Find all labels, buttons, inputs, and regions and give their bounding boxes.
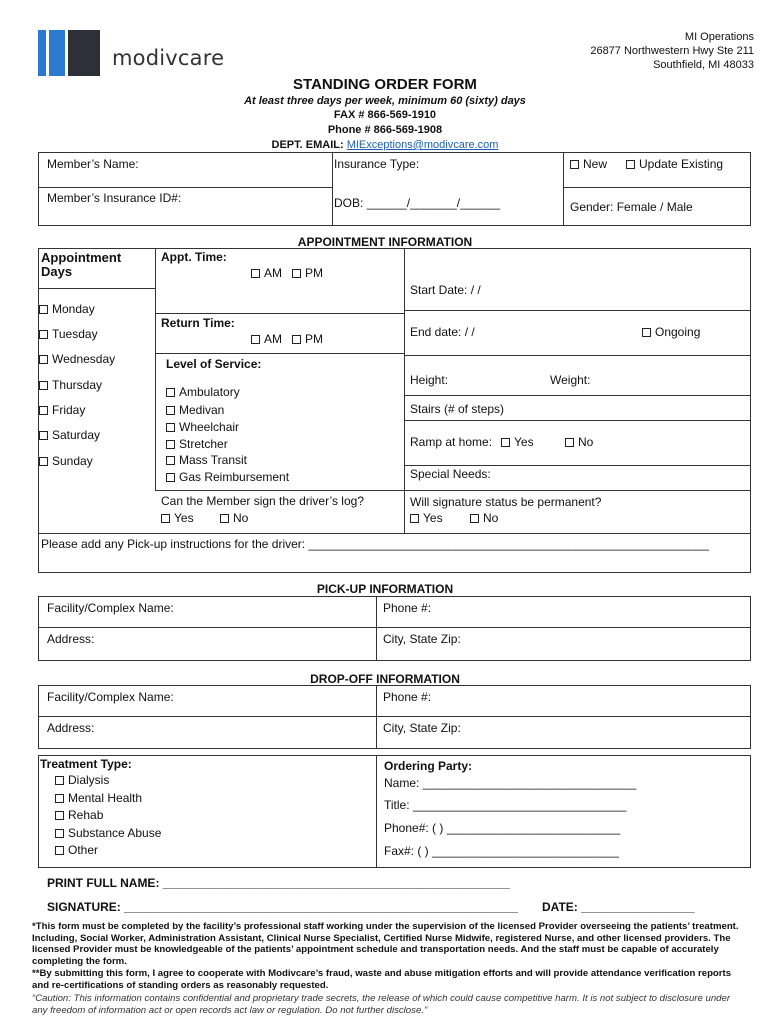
am-label: AM [264, 332, 282, 346]
no-label: No [483, 511, 499, 525]
checkbox[interactable] [166, 388, 175, 397]
checkbox[interactable] [470, 514, 479, 523]
new-label: New [583, 157, 608, 171]
stairs-label: Stairs (# of steps) [410, 402, 505, 416]
appointment-days-label: Appointment Days [41, 250, 122, 279]
yes-label: Yes [423, 511, 443, 525]
staff-completion-note: *This form must be completed by the facility’s professional staff working under the supervision of the licensed Provider overseeing the patients’ treatment. Including, Social Worker, Administration Assistant, Clinical Nurse Specialist, Certified Nurse Midwife, registered Nurse, and other licensed providers. The licensed Provider must be knowledgeable of the patients’ appointment schedule and transportation needs. And the staff must be capable of accurately completing the form. [32, 921, 739, 967]
treatment-rehab[interactable] [55, 808, 103, 822]
sign-log-question: Can the Member sign the driver’s log? [161, 494, 364, 508]
appointment-box [38, 248, 751, 573]
day-label: Sunday [52, 454, 93, 468]
service-label: Medivan [179, 403, 225, 417]
member-name-label: Member’s Name: [47, 157, 139, 171]
checkbox[interactable] [39, 330, 48, 339]
pickup-city-label: City, State Zip: [383, 632, 461, 646]
start-date-field[interactable]: Start Date: / / [410, 283, 481, 297]
service-label: Gas Reimbursement [179, 470, 290, 484]
day-label: Thursday [52, 378, 103, 392]
ordering-fax-field[interactable]: Fax#: ( ) ____________________________ [384, 844, 619, 858]
update-existing-option[interactable] [626, 157, 723, 171]
sig-permanent-no-option[interactable] [470, 511, 498, 525]
checkbox[interactable] [501, 438, 510, 447]
return-time-label: Return Time: [161, 316, 235, 330]
logo-text: modivcare [112, 46, 225, 70]
service-label: Stretcher [179, 437, 228, 451]
day-label: Saturday [52, 428, 101, 442]
address-line: 26877 Northwestern Hwy Ste 211 [590, 45, 754, 57]
checkbox[interactable] [39, 355, 48, 364]
yes-label: Yes [514, 435, 534, 449]
service-gas-reimbursement[interactable] [166, 470, 289, 484]
service-medivan[interactable] [166, 403, 224, 417]
checkbox[interactable] [292, 335, 301, 344]
checkbox[interactable] [161, 514, 170, 523]
end-date-field[interactable]: End date: / / [410, 325, 475, 339]
day-saturday[interactable] [39, 428, 100, 442]
return-pm-option[interactable] [292, 332, 323, 346]
pickup-phone-label: Phone #: [383, 601, 432, 615]
ordering-title-field[interactable]: Title: ________________________________ [384, 798, 627, 812]
checkbox[interactable] [39, 431, 48, 440]
dob-label: DOB: [334, 196, 364, 210]
no-label: No [578, 435, 594, 449]
confidentiality-caution: “Caution: This information contains confidential and proprietary trade secrets, the release of which could cause competitive harm. It is not subject to disclosure under any freedom of information act or open records act law or regulation. Do not further disclose.” [32, 993, 731, 1016]
level-of-service-label: Level of Service: [166, 357, 262, 371]
checkbox[interactable] [55, 811, 64, 820]
day-label: Friday [52, 403, 86, 417]
special-needs-label: Special Needs: [410, 467, 491, 481]
form-subtitle: At least three days per week, minimum 60 (sixty) days [244, 95, 526, 107]
dropoff-heading: DROP-OFF INFORMATION [310, 672, 460, 686]
print-name-field[interactable]: PRINT FULL NAME: ____________________________________________________ [47, 876, 510, 890]
dob-blank: ______/_______/______ [366, 196, 501, 210]
insurance-type-label: Insurance Type: [334, 157, 420, 171]
sig-permanent-question: Will signature status be permanent? [410, 495, 602, 509]
day-sunday[interactable] [39, 454, 93, 468]
dropoff-phone-label: Phone #: [383, 690, 432, 704]
checkbox[interactable] [642, 328, 651, 337]
checkbox[interactable] [251, 269, 260, 278]
checkbox[interactable] [166, 423, 175, 432]
pickup-heading: PICK-UP INFORMATION [316, 582, 454, 596]
office-address [590, 30, 754, 72]
appt-time-label: Appt. Time: [161, 250, 227, 264]
checkbox[interactable] [220, 514, 229, 523]
signature-field[interactable]: SIGNATURE: ___________________________________________________________ [47, 900, 518, 914]
height-label: Height: [410, 373, 449, 387]
checkbox[interactable] [39, 457, 48, 466]
modivcare-logo-mark [38, 30, 100, 76]
checkbox[interactable] [292, 269, 301, 278]
checkbox[interactable] [565, 438, 574, 447]
service-wheelchair[interactable] [166, 420, 239, 434]
treatment-substance-abuse[interactable] [55, 826, 161, 840]
treatment-label: Substance Abuse [68, 826, 162, 840]
day-monday[interactable] [39, 302, 95, 316]
dropoff-city-label: City, State Zip: [383, 721, 461, 735]
ramp-label: Ramp at home: [410, 435, 493, 449]
dropoff-address-label: Address: [47, 721, 95, 735]
service-stretcher[interactable] [166, 437, 228, 451]
update-label: Update Existing [639, 157, 724, 171]
checkbox[interactable] [166, 406, 175, 415]
address-line: Southfield, MI 48033 [653, 59, 754, 71]
pickup-address-label: Address: [47, 632, 95, 646]
ordering-phone-field[interactable]: Phone#: ( ) __________________________ [384, 821, 621, 835]
day-thursday[interactable] [39, 378, 102, 392]
appt-am-option[interactable] [251, 266, 282, 280]
gender-label: Gender: Female / Male [570, 200, 693, 214]
ordering-name-field[interactable]: Name: ________________________________ [384, 776, 637, 790]
ramp-no-option[interactable] [565, 435, 593, 449]
checkbox[interactable] [39, 406, 48, 415]
checkbox[interactable] [55, 794, 64, 803]
checkbox[interactable] [166, 473, 175, 482]
day-label: Monday [52, 302, 95, 316]
service-label: Mass Transit [179, 453, 248, 467]
treatment-label: Other [68, 843, 99, 857]
service-ambulatory[interactable] [166, 385, 240, 399]
dept-email-link[interactable]: MIExceptions@modivcare.com [346, 139, 499, 151]
checkbox[interactable] [55, 776, 64, 785]
day-tuesday[interactable] [39, 327, 98, 341]
pm-label: PM [305, 266, 323, 280]
checkbox[interactable] [166, 440, 175, 449]
pickup-instructions-field[interactable]: Please add any Pick-up instructions for the driver: ____________________________________________________________ [41, 537, 709, 551]
checkbox[interactable] [39, 381, 48, 390]
dept-email-label: DEPT. EMAIL: [271, 139, 347, 151]
weight-label: Weight: [550, 373, 591, 387]
treatment-type-label: Treatment Type: [40, 757, 132, 771]
appt-pm-option[interactable] [292, 266, 323, 280]
treatment-dialysis[interactable] [55, 773, 109, 787]
checkbox[interactable] [166, 456, 175, 465]
ongoing-label: Ongoing [655, 325, 701, 339]
fax-number: FAX # 866-569-1910 [333, 109, 437, 121]
ongoing-option[interactable] [642, 325, 700, 339]
sig-permanent-yes-option[interactable] [410, 511, 443, 525]
ramp-yes-option[interactable] [501, 435, 534, 449]
insurance-id-label: Member’s Insurance ID#: [47, 191, 182, 205]
checkbox[interactable] [626, 160, 635, 169]
pm-label: PM [305, 332, 323, 346]
treatment-other[interactable] [55, 843, 98, 857]
am-label: AM [264, 266, 282, 280]
checkbox[interactable] [570, 160, 579, 169]
address-line: MI Operations [684, 31, 754, 43]
service-label: Wheelchair [179, 420, 240, 434]
dept-email [0, 139, 770, 151]
day-friday[interactable] [39, 403, 85, 417]
appointment-heading: APPOINTMENT INFORMATION [297, 235, 473, 249]
date-field[interactable]: DATE: _________________ [542, 900, 695, 914]
treatment-label: Dialysis [68, 773, 110, 787]
phone-number: Phone # 866-569-1908 [327, 124, 443, 136]
checkbox[interactable] [410, 514, 419, 523]
checkbox[interactable] [251, 335, 260, 344]
sign-log-yes-option[interactable] [161, 511, 194, 525]
service-label: Ambulatory [179, 385, 240, 399]
treatment-label: Mental Health [68, 791, 143, 805]
sign-log-no-option[interactable] [220, 511, 248, 525]
yes-label: Yes [174, 511, 194, 525]
form-title: STANDING ORDER FORM [293, 76, 477, 93]
fraud-cooperation-note: **By submitting this form, I agree to cooperate with Modivcare’s fraud, waste and abuse mitigation efforts and will provide attendance verification reports and re-certifications of standing orders as reasonably requested. [32, 968, 732, 991]
new-order-option[interactable] [570, 157, 607, 171]
no-label: No [233, 511, 249, 525]
service-mass-transit[interactable] [166, 453, 247, 467]
day-label: Tuesday [52, 327, 98, 341]
ordering-party-label: Ordering Party: [384, 759, 473, 773]
dropoff-facility-label: Facility/Complex Name: [47, 690, 174, 704]
checkbox[interactable] [55, 829, 64, 838]
dob-field[interactable] [334, 196, 500, 210]
checkbox[interactable] [39, 305, 48, 314]
checkbox[interactable] [55, 846, 64, 855]
pickup-facility-label: Facility/Complex Name: [47, 601, 174, 615]
return-am-option[interactable] [251, 332, 282, 346]
treatment-mental-health[interactable] [55, 791, 142, 805]
day-label: Wednesday [52, 352, 116, 366]
day-wednesday[interactable] [39, 352, 115, 366]
treatment-label: Rehab [68, 808, 104, 822]
